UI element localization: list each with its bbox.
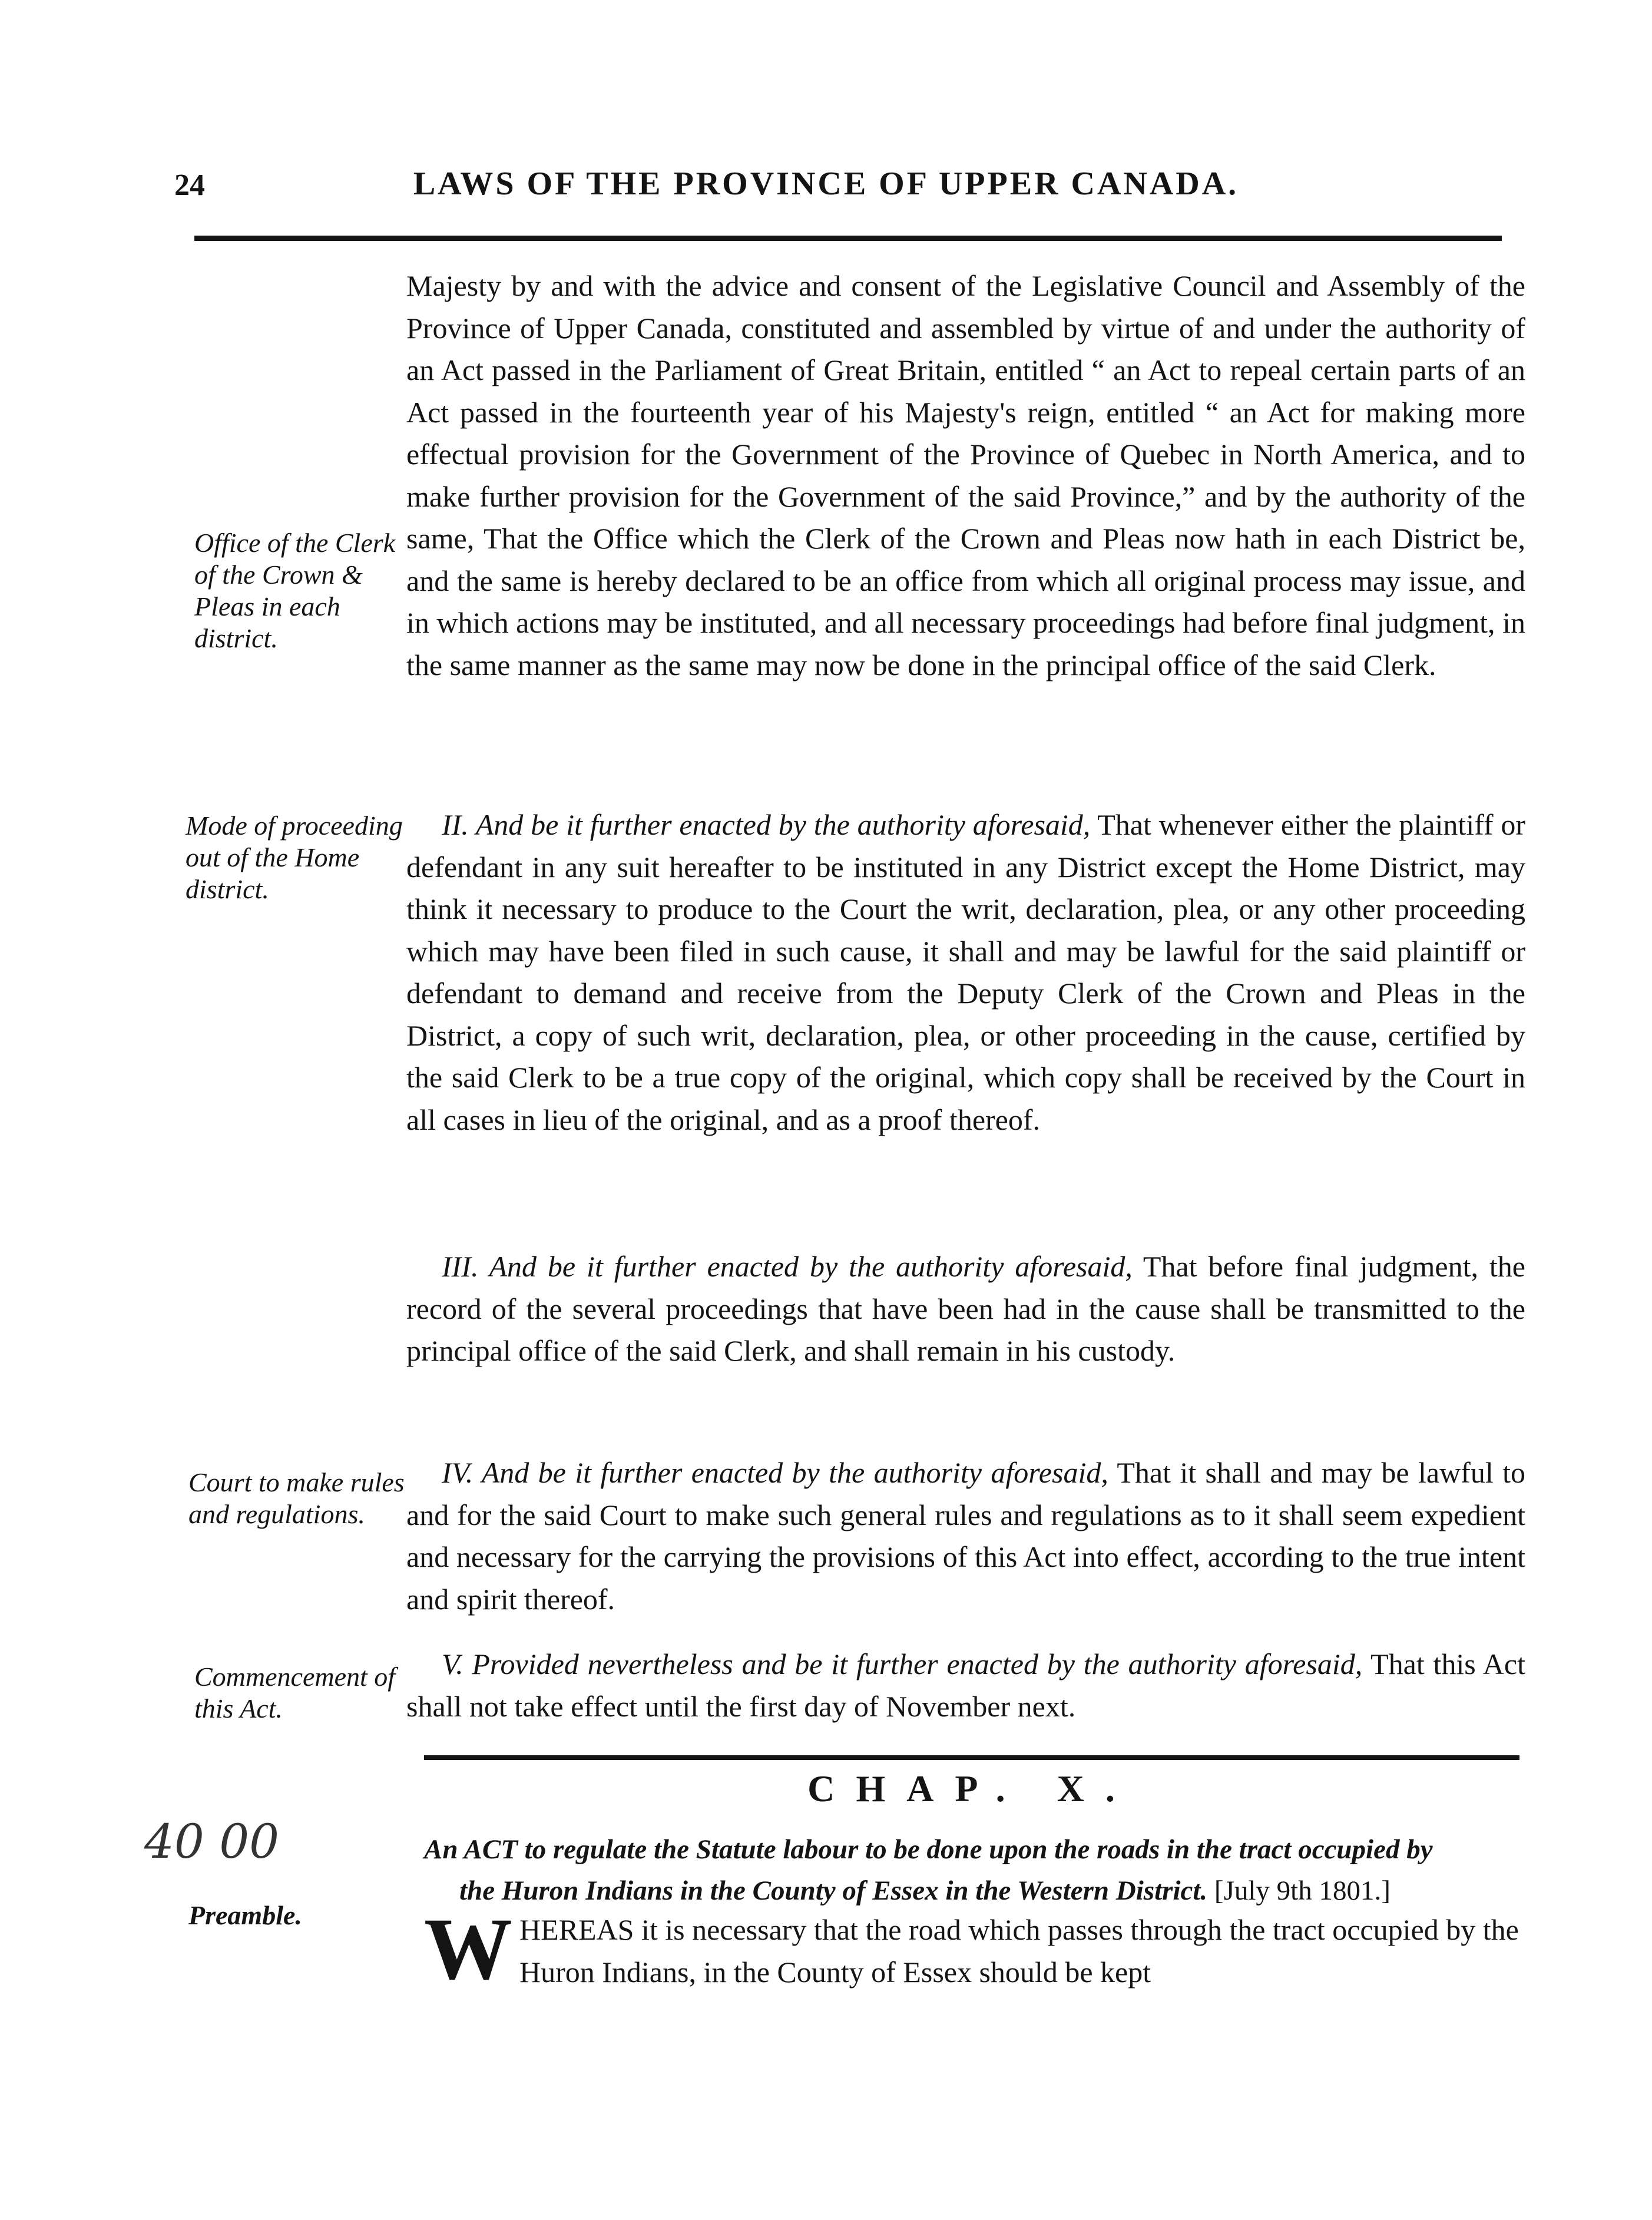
running-title: LAWS OF THE PROVINCE OF UPPER CANADA. bbox=[413, 166, 1239, 202]
section-1-paragraph: Majesty by and with the advice and consent of the Legislative Council and Assembly of the Province of Upper Canada, constituted and assembled by virtue of and under the authority of an Act passed in the Parliament of Great Britain, entitled “ an Act to repeal certain parts of an Act passed in the fourteenth year of his Majesty's reign, entitled “ an Act for making more effectual provision for the Government of the Province of Quebec in North America, and to make further provision for the Government of the said Province,” and by the authority of the same, That the Office which the Clerk of the Crown and Pleas now hath in each District be, and the same is hereby declared to be an office from which all original process may issue, and in which actions may be instituted, and all necessary proceedings had before final judgment, in the same manner as the same may now be done in the principal office of the said Clerk. bbox=[406, 269, 1525, 681]
act-title-line-1: An ACT to regulate the Statute labour to be done upon the roads in the tract occupied by bbox=[424, 1834, 1433, 1865]
margin-note-mode: Mode of proceeding out of the Home district. bbox=[186, 810, 403, 904]
handwritten-annotation: 40 00 bbox=[144, 1814, 280, 1869]
section-2-text bbox=[406, 804, 1525, 1141]
act-title-line-2-wrap bbox=[424, 1870, 1531, 1911]
drop-cap: W bbox=[424, 1900, 512, 1998]
margin-note-office: Office of the Clerk of the Crown & Pleas in each district. bbox=[194, 528, 396, 653]
section-4-text bbox=[406, 1452, 1525, 1620]
section-3-body: That before final judgment, the record of the several proceedings that have been had in the cause shall be transmitted to the principal office of the said Clerk, and shall remain in his custody. bbox=[406, 1250, 1525, 1367]
preamble-text bbox=[424, 1900, 1531, 1998]
margin-note-commencement: Commencement of this Act. bbox=[194, 1662, 396, 1723]
chapter-heading: CHAP. X. bbox=[807, 1768, 1136, 1809]
page-number: 24 bbox=[174, 168, 205, 202]
margin-note-court: Court to make rules and regulations. bbox=[188, 1467, 405, 1529]
section-2-body: That whenever either the plaintiff or defendant in any suit hereafter to be instituted in any District except the Home District, may think it necessary to produce to the Court the writ, declaration, plea, or any other proceeding which may have been filed in such cause, it shall and may be lawful for the said plaintiff or defendant to demand and receive from the Deputy Clerk of the Crown and Pleas in the District, a copy of such writ, declaration, plea, or other proceeding in the cause, certified by the said Clerk to be a true copy of the original, which copy shall be received by the Court in all cases in lieu of the original, and as a proof thereof. bbox=[406, 808, 1525, 1136]
section-3-paragraph bbox=[406, 1246, 1525, 1372]
margin-note-preamble: Preamble. bbox=[188, 1900, 302, 1930]
section-5-paragraph bbox=[406, 1643, 1525, 1728]
section-1-text bbox=[406, 265, 1525, 686]
section-5-text bbox=[406, 1643, 1525, 1728]
preamble-body: HEREAS it is necessary that the road which passes through the tract occupied by the Huron Indians, in the County of Essex should be kept bbox=[519, 1913, 1519, 1989]
section-3-lead: III. And be it further enacted by the authority aforesaid, bbox=[442, 1250, 1133, 1283]
section-4-body: That it shall and may be lawful to and for the said Court to make such general rules and regulations as to it shall seem expedient and necessary for the carrying the provisions of this Act into effect, according to the true intent and spirit thereof. bbox=[406, 1456, 1525, 1616]
chapter-rule bbox=[424, 1755, 1519, 1760]
act-title-line-2: the Huron Indians in the County of Essex in the Western District. bbox=[459, 1875, 1208, 1906]
act-title bbox=[424, 1829, 1531, 1911]
section-3-text bbox=[406, 1246, 1525, 1372]
section-5-lead: V. Provided nevertheless and be it further enacted by the authority aforesaid, bbox=[442, 1647, 1363, 1680]
act-date: [July 9th 1801.] bbox=[1214, 1875, 1391, 1906]
section-2-lead: II. And be it further enacted by the authority aforesaid, bbox=[442, 808, 1091, 841]
section-4-paragraph bbox=[406, 1452, 1525, 1620]
section-5-body: That this Act shall not take effect until the first day of November next. bbox=[406, 1647, 1525, 1723]
section-4-lead: IV. And be it further enacted by the authority aforesaid, bbox=[442, 1456, 1108, 1489]
header-rule bbox=[194, 236, 1502, 241]
section-2-paragraph bbox=[406, 804, 1525, 1141]
